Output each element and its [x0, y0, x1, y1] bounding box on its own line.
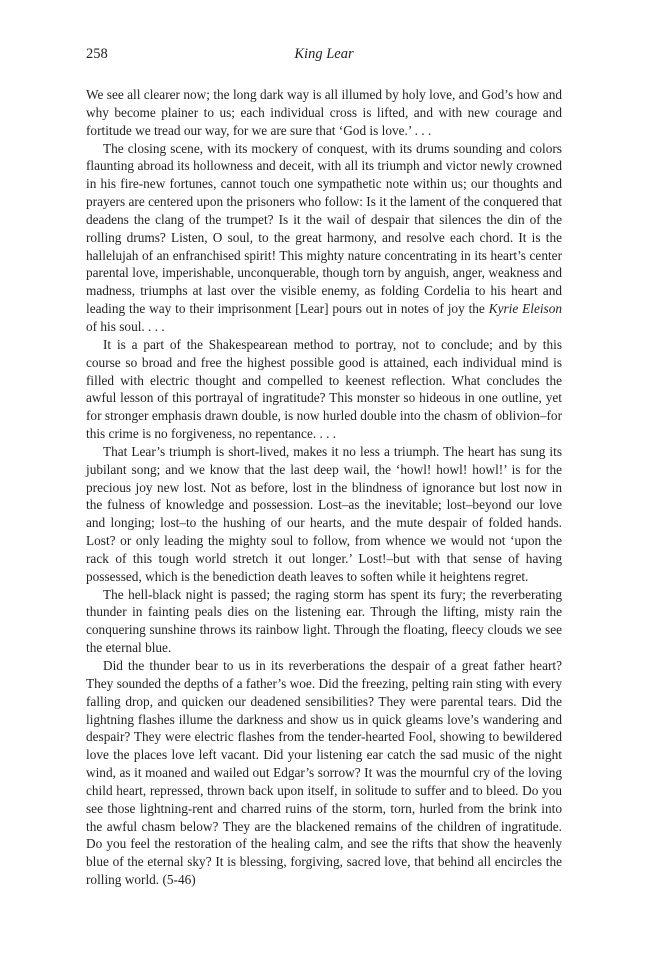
paragraph-text: The hell-black night is passed; the raging storm has spent its fury; the reverberating thunder in fainting peals dies on the listening ear. Through the lifting, misty rain the conquering sunshine throws its rainbow light. Through the floating, fleecy clouds we see the eternal blue.	[86, 586, 562, 656]
paragraph	[86, 657, 562, 889]
page-number: 258	[86, 46, 108, 62]
paragraph-text: The closing scene, with its mockery of conquest, with its drums sounding and colors flaunting abroad its hollowness and deceit, with all its triumph and victor newly crowned in his fire-new fortunes, cannot touch one sympathetic note within us; our thoughts and prayers are centered upon the prisoners who follow: Is it the lament of the conquered that deadens the clang of the trumpet? Is it the wail of despair that silences the din of the rolling drums? Listen, O soul, to the great harmony, and resolve each chord. It is the hallelujah of an enfranchised spirit! This mighty nature concentrating in its heart’s center parental love, imperishable, unconquerable, though torn by anguish, anger, weakness and madness, triumphs at last over the visible enemy, as folding Cordelia to his heart and leading the way to their imprisonment [Lear] pours out in notes of joy the	[86, 140, 562, 317]
paragraph-text: Did the thunder bear to us in its reverberations the despair of a great father heart? They sounded the depths of a father’s woe. Did the freezing, pelting rain sting with every falling drop, and quicken our deadened sensibilities? They were parental tears. Did the lightning flashes illume the darkness and show us in quick gleams love’s wandering and despair? They were electric flashes from the tender-hearted Fool, showing to bewildered love the places love left vacant. Did your listening ear catch the sad music of the night wind, as it moaned and wailed out Edgar’s sorrow? It was the mournful cry of the loving child heart, repressed, thrown back upon itself, in solitude to suffer and to bleed. Do you see those lightning-rent and charred ruins of the storm, torn, hurled from the brink into the awful chasm below? They are the blackened remains of the children of ingratitude. Do you feel the restoration of the healing calm, and see the rifts that show the heavenly blue of the eternal sky? It is blessing, forgiving, sacred love, that behind all encircles the rolling world. (5-46)	[86, 658, 562, 888]
paragraph	[86, 443, 562, 586]
paragraph-text-end: of his soul. . . .	[86, 318, 165, 334]
paragraph-text: It is a part of the Shakespearean method to portray, not to conclude; and by this course so broad and free the highest possible good is attained, each individual mind is filled with electric thought and compelled to keenest reflection. What concludes the awful lesson of this portrayal of ingratitude? This monster so hideous in one outline, yet for stronger emphasis drawn double, is now hurled double into the chasm of oblivion–for this crime is no forgiveness, no repentance. . . .	[86, 336, 562, 442]
paragraph-text: That Lear’s triumph is short-lived, makes it no less a triumph. The heart has sung its jubilant song; and we know that the last deep wail, the ‘howl! howl! howl!’ is for the precious joy new lost. Not as before, lost in the blindness of ignorance but lost now in the fulness of knowledge and possession. Lost–as the inevitable; lost–beyond our love and longing; lost–to the hushing of our hearts, and the mute despair of folded hands. Lost? or only leading the mighty soul to follow, from whence we would not ‘upon the rack of this tough world stretch it out longer.’ Lost!–but with that sense of having possessed, which is the benediction death leaves to soften while it heightens regret.	[86, 443, 562, 584]
paragraph	[86, 336, 562, 443]
paragraph	[86, 586, 562, 657]
paragraph	[86, 140, 562, 336]
page-header	[86, 46, 562, 66]
italic-term: Kyrie Eleison	[488, 301, 563, 317]
running-title: King Lear	[294, 46, 354, 62]
body-text	[86, 86, 562, 889]
paragraph	[86, 86, 562, 140]
paragraph-text: We see all clearer now; the long dark way is all illumed by holy love, and God’s how and why become plainer to us; each individual cross is lifted, and with new courage and fortitude we tread our way, for we are sure that ‘God is love.’ . . .	[86, 87, 562, 138]
